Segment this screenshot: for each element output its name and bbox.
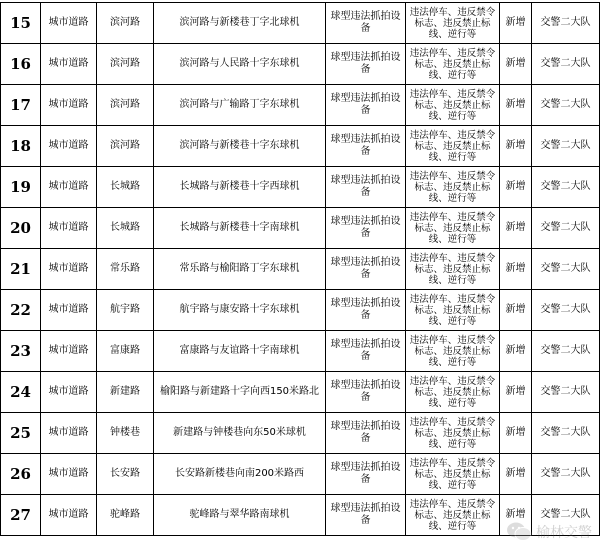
violation-types-cell: 违法停车、违反禁令标志、违反禁止标线、逆行等	[406, 3, 500, 44]
device-type-cell: 球型违法抓拍设备	[326, 372, 406, 413]
row-number: 16	[1, 44, 41, 85]
violation-types-cell: 违法停车、违反禁令标志、违反禁止标线、逆行等	[406, 85, 500, 126]
row-number: 17	[1, 85, 41, 126]
table-row	[1, 372, 600, 413]
road-name-cell: 滨河路	[97, 85, 154, 126]
status-cell: 新增	[500, 44, 532, 85]
road-type-cell: 城市道路	[41, 167, 97, 208]
violation-types-cell: 违法停车、违反禁令标志、违反禁止标线、逆行等	[406, 249, 500, 290]
status-cell: 新增	[500, 495, 532, 536]
device-table	[0, 2, 600, 536]
device-type-cell: 球型违法抓拍设备	[326, 44, 406, 85]
violation-types-cell: 违法停车、违反禁令标志、违反禁止标线、逆行等	[406, 208, 500, 249]
table-row	[1, 3, 600, 44]
row-number: 25	[1, 413, 41, 454]
row-number: 23	[1, 331, 41, 372]
road-name-cell: 驼峰路	[97, 495, 154, 536]
device-type-cell: 球型违法抓拍设备	[326, 413, 406, 454]
location-cell: 富康路与友谊路十字南球机	[154, 331, 326, 372]
road-name-cell: 航宇路	[97, 290, 154, 331]
unit-cell: 交警二大队	[532, 454, 600, 495]
violation-types-cell: 违法停车、违反禁令标志、违反禁止标线、逆行等	[406, 44, 500, 85]
unit-cell: 交警二大队	[532, 331, 600, 372]
road-type-cell: 城市道路	[41, 208, 97, 249]
status-cell: 新增	[500, 85, 532, 126]
status-cell: 新增	[500, 372, 532, 413]
road-type-cell: 城市道路	[41, 3, 97, 44]
status-cell: 新增	[500, 290, 532, 331]
location-cell: 滨河路与新楼巷丁字北球机	[154, 3, 326, 44]
location-cell: 长安路新楼巷向南200米路西	[154, 454, 326, 495]
row-number: 22	[1, 290, 41, 331]
device-type-cell: 球型违法抓拍设备	[326, 495, 406, 536]
violation-types-cell: 违法停车、违反禁令标志、违反禁止标线、逆行等	[406, 372, 500, 413]
road-name-cell: 长城路	[97, 208, 154, 249]
table-row	[1, 413, 600, 454]
table-row	[1, 208, 600, 249]
unit-cell: 交警二大队	[532, 208, 600, 249]
device-type-cell: 球型违法抓拍设备	[326, 454, 406, 495]
location-cell: 常乐路与榆阳路丁字东球机	[154, 249, 326, 290]
road-type-cell: 城市道路	[41, 331, 97, 372]
status-cell: 新增	[500, 167, 532, 208]
unit-cell: 交警二大队	[532, 85, 600, 126]
location-cell: 滨河路与广输路丁字东球机	[154, 85, 326, 126]
status-cell: 新增	[500, 249, 532, 290]
row-number: 19	[1, 167, 41, 208]
road-type-cell: 城市道路	[41, 290, 97, 331]
table-row	[1, 331, 600, 372]
road-type-cell: 城市道路	[41, 44, 97, 85]
road-type-cell: 城市道路	[41, 454, 97, 495]
violation-types-cell: 违法停车、违反禁令标志、违反禁止标线、逆行等	[406, 331, 500, 372]
row-number: 26	[1, 454, 41, 495]
row-number: 20	[1, 208, 41, 249]
road-name-cell: 滨河路	[97, 44, 154, 85]
unit-cell: 交警二大队	[532, 126, 600, 167]
road-type-cell: 城市道路	[41, 413, 97, 454]
location-cell: 滨河路与人民路十字东球机	[154, 44, 326, 85]
status-cell: 新增	[500, 126, 532, 167]
unit-cell: 交警二大队	[532, 372, 600, 413]
table-row	[1, 167, 600, 208]
location-cell: 榆阳路与新建路十字向西150米路北	[154, 372, 326, 413]
table-row	[1, 249, 600, 290]
row-number: 15	[1, 3, 41, 44]
road-name-cell: 长城路	[97, 167, 154, 208]
table-row	[1, 126, 600, 167]
road-name-cell: 富康路	[97, 331, 154, 372]
road-type-cell: 城市道路	[41, 249, 97, 290]
location-cell: 航宇路与康安路十字东球机	[154, 290, 326, 331]
violation-types-cell: 违法停车、违反禁令标志、违反禁止标线、逆行等	[406, 495, 500, 536]
status-cell: 新增	[500, 331, 532, 372]
table-row	[1, 290, 600, 331]
road-type-cell: 城市道路	[41, 495, 97, 536]
device-type-cell: 球型违法抓拍设备	[326, 290, 406, 331]
table-row	[1, 495, 600, 536]
unit-cell: 交警二大队	[532, 3, 600, 44]
location-cell: 长城路与新楼巷十字南球机	[154, 208, 326, 249]
location-cell: 滨河路与新楼巷十字东球机	[154, 126, 326, 167]
table-row	[1, 44, 600, 85]
row-number: 18	[1, 126, 41, 167]
row-number: 21	[1, 249, 41, 290]
road-name-cell: 滨河路	[97, 3, 154, 44]
violation-types-cell: 违法停车、违反禁令标志、违反禁止标线、逆行等	[406, 126, 500, 167]
unit-cell: 交警二大队	[532, 249, 600, 290]
device-type-cell: 球型违法抓拍设备	[326, 3, 406, 44]
watermark-text: 榆林交警	[536, 525, 592, 541]
device-type-cell: 球型违法抓拍设备	[326, 331, 406, 372]
unit-cell: 交警二大队	[532, 44, 600, 85]
road-type-cell: 城市道路	[41, 85, 97, 126]
violation-types-cell: 违法停车、违反禁令标志、违反禁止标线、逆行等	[406, 413, 500, 454]
device-type-cell: 球型违法抓拍设备	[326, 208, 406, 249]
location-cell: 驼峰路与翠华路南球机	[154, 495, 326, 536]
row-number: 27	[1, 495, 41, 536]
road-name-cell: 钟楼巷	[97, 413, 154, 454]
status-cell: 新增	[500, 208, 532, 249]
device-type-cell: 球型违法抓拍设备	[326, 126, 406, 167]
road-name-cell: 长安路	[97, 454, 154, 495]
device-table-wrapper	[0, 2, 600, 536]
unit-cell: 交警二大队	[532, 290, 600, 331]
road-type-cell: 城市道路	[41, 372, 97, 413]
device-type-cell: 球型违法抓拍设备	[326, 167, 406, 208]
violation-types-cell: 违法停车、违反禁令标志、违反禁止标线、逆行等	[406, 167, 500, 208]
violation-types-cell: 违法停车、违反禁令标志、违反禁止标线、逆行等	[406, 290, 500, 331]
violation-types-cell: 违法停车、违反禁令标志、违反禁止标线、逆行等	[406, 454, 500, 495]
table-row	[1, 85, 600, 126]
status-cell: 新增	[500, 454, 532, 495]
device-type-cell: 球型违法抓拍设备	[326, 85, 406, 126]
table-row	[1, 454, 600, 495]
road-name-cell: 新建路	[97, 372, 154, 413]
unit-cell: 交警二大队	[532, 167, 600, 208]
location-cell: 长城路与新楼巷十字西球机	[154, 167, 326, 208]
device-type-cell: 球型违法抓拍设备	[326, 249, 406, 290]
location-cell: 新建路与钟楼巷向东50米球机	[154, 413, 326, 454]
road-type-cell: 城市道路	[41, 126, 97, 167]
unit-cell: 交警二大队	[532, 495, 600, 536]
status-cell: 新增	[500, 3, 532, 44]
road-name-cell: 常乐路	[97, 249, 154, 290]
status-cell: 新增	[500, 413, 532, 454]
unit-cell: 交警二大队	[532, 413, 600, 454]
row-number: 24	[1, 372, 41, 413]
road-name-cell: 滨河路	[97, 126, 154, 167]
